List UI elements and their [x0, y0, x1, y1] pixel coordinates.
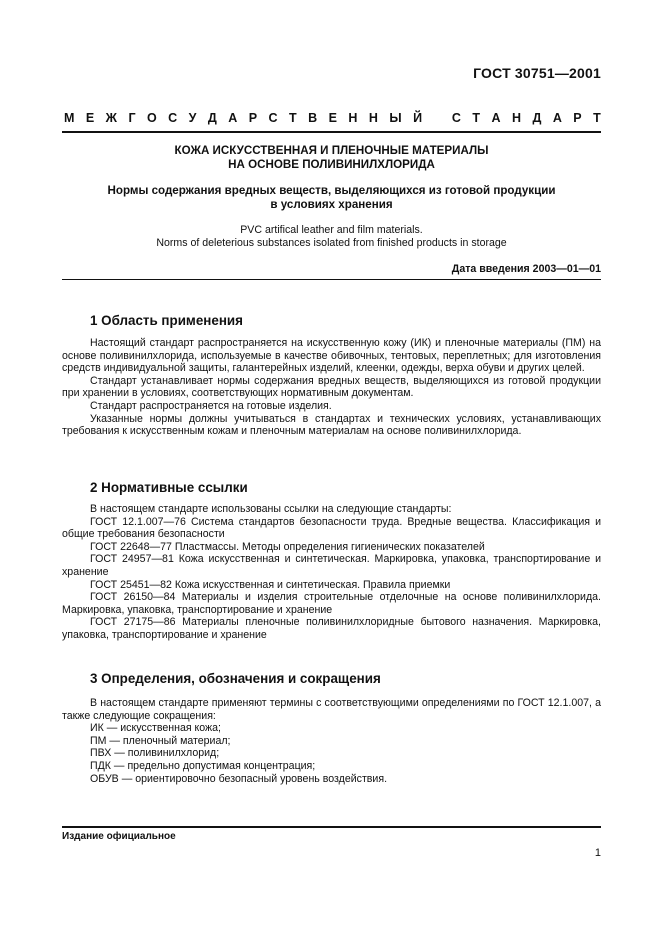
paragraph: В настоящем стандарте применяют термины с соответствующими определениями по ГОСТ 12.1.007, а также следующие сокращения: — [62, 697, 601, 722]
letter: Т — [289, 111, 297, 125]
header-rule — [62, 131, 601, 133]
reference-item: ГОСТ 24957—81 Кожа искусственная и синтетическая. Маркировка, упаковка, транспортирование и хранение — [62, 553, 601, 578]
paragraph: В настоящем стандарте использованы ссылки на следующие стандарты: — [90, 503, 452, 515]
english-title-line: Norms of deleterious substances isolated from finished products in storage — [156, 237, 507, 249]
document-subtitle — [62, 184, 601, 212]
reference-item: ГОСТ 25451—82 Кожа искусственная и синтетическая. Правила приемки — [90, 578, 451, 591]
letter: С — [268, 111, 278, 125]
letter: Г — [128, 111, 136, 125]
letter: Ж — [105, 111, 117, 125]
title-line: НА ОСНОВЕ ПОЛИВИНИЛХЛОРИДА — [228, 158, 435, 171]
letter: А — [491, 111, 501, 125]
letter: У — [188, 111, 197, 125]
abbreviation-item: ПДК — предельно допустимая концентрация; — [90, 759, 316, 772]
date-rule — [62, 279, 601, 280]
letter: Т — [472, 111, 481, 125]
abbreviation-item: ПМ — пленочный материал; — [90, 734, 231, 747]
section-3-body — [62, 697, 601, 785]
subtitle-line: в условиях хранения — [270, 198, 393, 211]
letter: С — [168, 111, 178, 125]
page-number: 1 — [594, 847, 601, 859]
letter: Й — [413, 111, 423, 125]
english-title-line: PVC artifical leather and film materials. — [240, 224, 423, 236]
letter: Т — [593, 111, 601, 125]
letter: Р — [573, 111, 582, 125]
introduction-date: Дата введения 2003—01—01 — [451, 263, 601, 275]
reference-item: ГОСТ 22648—77 Пластмассы. Методы определения гигиенических показателей — [90, 540, 485, 553]
document-code: ГОСТ 30751—2001 — [473, 65, 601, 81]
letter: Н — [511, 111, 521, 125]
section-1-body — [62, 337, 601, 438]
letter: Р — [248, 111, 258, 125]
paragraph: Указанные нормы должны учитываться в стандартах и технических условиях, устанавливающих требования к искусственным кожам и пленочным материалам на основе поливинилхлорида. — [62, 412, 601, 438]
letter: Е — [85, 111, 95, 125]
letter: Д — [532, 111, 542, 125]
document-title — [62, 144, 601, 172]
paragraph: Стандарт распространяется на готовые изделия. — [90, 399, 332, 412]
letter: М — [64, 111, 75, 125]
letter: А — [228, 111, 238, 125]
reference-item: ГОСТ 27175—86 Материалы пленочные поливинилхлоридные бытового назначения. Маркировка, упаковка, транспортирование и хранение — [62, 616, 601, 641]
section-2-heading: 2 Нормативные ссылки — [90, 480, 248, 495]
abbreviation-item: ОБУВ — ориентировочно безопасный уровень воздействия. — [90, 772, 388, 785]
letter: Н — [348, 111, 358, 125]
letter: А — [552, 111, 562, 125]
official-edition-label: Издание официальное — [62, 831, 176, 842]
letter: Ы — [389, 111, 402, 125]
letter: В — [308, 111, 318, 125]
section-3-heading: 3 Определения, обозначения и сокращения — [90, 671, 381, 686]
word-gap — [434, 111, 441, 125]
abbreviation-item: ПВХ — поливинилхлорид; — [90, 747, 220, 760]
letter: С — [451, 111, 461, 125]
interstate-standard-heading — [64, 111, 601, 125]
letter: Н — [368, 111, 378, 125]
paragraph: Стандарт устанавливает нормы содержания вредных веществ, выделяющихся из готовой продукции при хранении в условиях, соответствующих нормативным документам. — [62, 374, 601, 400]
letter: Д — [207, 111, 217, 125]
section-2-body — [62, 503, 601, 642]
letter: Е — [328, 111, 337, 125]
title-line: КОЖА ИСКУССТВЕННАЯ И ПЛЕНОЧНЫЕ МАТЕРИАЛЫ — [174, 144, 489, 157]
paragraph: Настоящий стандарт распространяется на искусственную кожу (ИК) и пленочные материалы (ПМ) на основе поливинилхлорида, используемые в качестве обивочных, тентовых, переплетных; для изготовления средств индивидуальной защиты, галантерейных изделий, клеенки, одежды, верха обуви и других целей. — [62, 337, 601, 375]
reference-item: ГОСТ 26150—84 Материалы и изделия строительные отделочные на основе поливинилхлорида. Маркировка, упаковка, транспортирование и хранение — [62, 591, 601, 616]
section-1-heading: 1 Область применения — [90, 313, 243, 328]
english-title — [62, 224, 601, 250]
letter: О — [146, 111, 157, 125]
subtitle-line: Нормы содержания вредных веществ, выделяющихся из готовой продукции — [107, 184, 556, 197]
reference-item: ГОСТ 12.1.007—76 Система стандартов безопасности труда. Вредные вещества. Классификация и общие требования безопасности — [62, 515, 601, 541]
footer-rule — [62, 826, 601, 828]
abbreviation-item: ИК — искусственная кожа; — [90, 722, 221, 735]
